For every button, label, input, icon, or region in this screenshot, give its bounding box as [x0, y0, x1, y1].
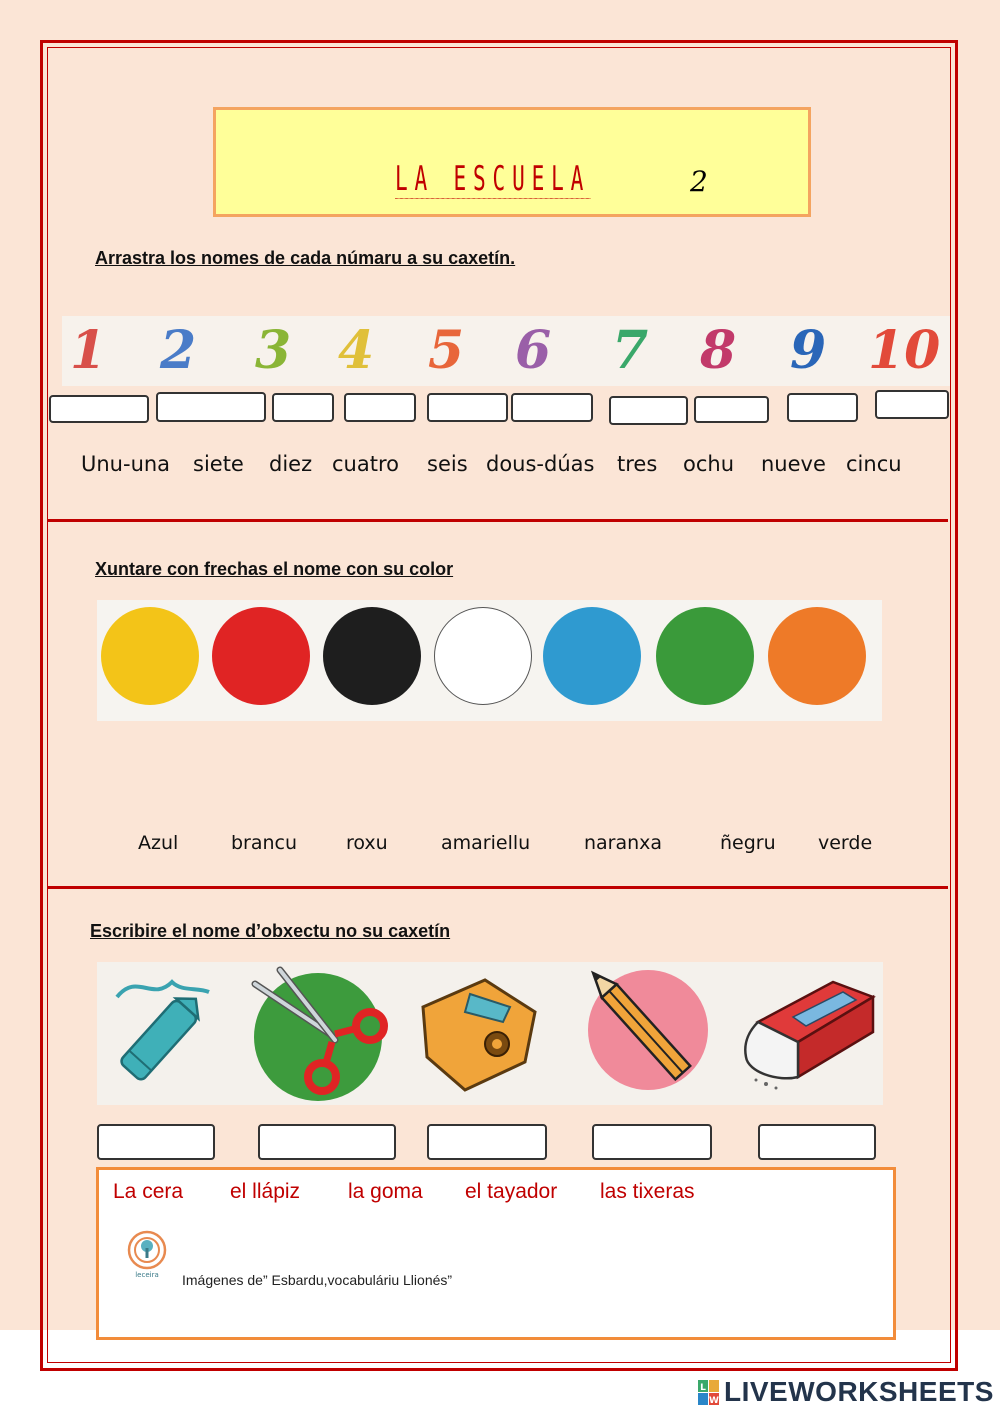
- object-answer-box-1[interactable]: [97, 1124, 215, 1160]
- number-word-8[interactable]: ochu: [683, 452, 735, 476]
- number-answer-box-2[interactable]: [156, 392, 266, 422]
- number-answer-box-10[interactable]: [875, 390, 949, 419]
- object-answer-box-4[interactable]: [592, 1124, 712, 1160]
- number-word-10[interactable]: cincu: [846, 452, 902, 476]
- number-answer-box-7[interactable]: [609, 396, 688, 425]
- number-word-5[interactable]: seis: [427, 452, 468, 476]
- object-answer-box-2[interactable]: [258, 1124, 396, 1160]
- number-digit-9: 9: [790, 320, 827, 381]
- number-word-4[interactable]: cuatro: [332, 452, 399, 476]
- object-answer-box-3[interactable]: [427, 1124, 547, 1160]
- number-digit-1: 1: [70, 320, 107, 381]
- object-word-5[interactable]: las tixeras: [600, 1180, 695, 1203]
- color-circle-white[interactable]: [434, 607, 532, 705]
- color-circle-orange[interactable]: [768, 607, 866, 705]
- section-divider-2: [48, 886, 948, 889]
- color-circle-blue[interactable]: [543, 607, 641, 705]
- number-digit-10: 10: [868, 320, 941, 381]
- liveworksheets-brand[interactable]: LIVEWORKSHEETS: [724, 1376, 994, 1407]
- section1-heading: Arrastra los nomes de cada númaru a su caxetín.: [95, 248, 516, 268]
- svg-text:leceira: leceira: [135, 1271, 159, 1279]
- crayon-image: [97, 962, 217, 1105]
- number-digit-6: 6: [515, 320, 552, 381]
- color-circle-green[interactable]: [656, 607, 754, 705]
- svg-text:W: W: [709, 1396, 719, 1406]
- number-word-3[interactable]: diez: [269, 452, 313, 476]
- number-answer-box-4[interactable]: [344, 393, 416, 422]
- section3-heading: Escribire el nome d’obxectu no su caxetín: [90, 921, 451, 941]
- number-word-7[interactable]: tres: [617, 452, 658, 476]
- svg-text:L: L: [700, 1383, 706, 1393]
- number-answer-box-8[interactable]: [694, 396, 769, 423]
- section-divider-1: [48, 519, 948, 522]
- page-title: LA ESCUELA: [395, 159, 591, 199]
- color-word-6[interactable]: ñegru: [720, 832, 776, 854]
- leceira-logo: [122, 1230, 174, 1280]
- eraser-image: [738, 962, 878, 1105]
- object-word-1[interactable]: La cera: [113, 1180, 184, 1203]
- color-circle-red[interactable]: [212, 607, 310, 705]
- number-digit-3: 3: [255, 320, 292, 381]
- color-word-1[interactable]: Azul: [138, 832, 179, 854]
- object-answer-box-5[interactable]: [758, 1124, 876, 1160]
- number-answer-box-5[interactable]: [427, 393, 508, 422]
- object-word-4[interactable]: el tayador: [465, 1180, 558, 1203]
- liveworksheets-badge-icon: [698, 1380, 720, 1406]
- object-word-2[interactable]: el llápiz: [230, 1180, 301, 1203]
- number-word-9[interactable]: nueve: [761, 452, 826, 476]
- number-digit-7: 7: [612, 320, 649, 381]
- page-title-number: 2: [690, 165, 708, 198]
- color-word-3[interactable]: roxu: [346, 832, 388, 854]
- number-digit-8: 8: [700, 320, 737, 381]
- scissors-image: [250, 962, 400, 1105]
- section2-heading: Xuntare con frechas el nome con su color: [95, 559, 454, 579]
- object-word-3[interactable]: la goma: [348, 1180, 423, 1203]
- color-circle-yellow[interactable]: [101, 607, 199, 705]
- pencil-image: [580, 962, 715, 1105]
- color-word-5[interactable]: naranxa: [584, 832, 663, 854]
- number-answer-box-6[interactable]: [511, 393, 593, 422]
- number-answer-box-9[interactable]: [787, 393, 858, 422]
- sharpener-image: [415, 962, 540, 1105]
- number-answer-box-3[interactable]: [272, 393, 334, 422]
- color-word-7[interactable]: verde: [818, 832, 873, 854]
- number-word-1[interactable]: Unu-una: [81, 452, 171, 476]
- color-circle-black[interactable]: [323, 607, 421, 705]
- number-word-6[interactable]: dous-dúas: [486, 452, 595, 476]
- number-answer-box-1[interactable]: [49, 395, 149, 423]
- color-word-2[interactable]: brancu: [231, 832, 298, 854]
- color-word-4[interactable]: amariellu: [441, 832, 531, 854]
- number-digit-5: 5: [428, 320, 465, 381]
- number-word-2[interactable]: siete: [193, 452, 244, 476]
- number-digit-4: 4: [338, 320, 375, 381]
- image-credit: Imágenes de” Esbardu,vocabuláriu Llionés”: [182, 1272, 453, 1288]
- number-digit-2: 2: [160, 320, 197, 381]
